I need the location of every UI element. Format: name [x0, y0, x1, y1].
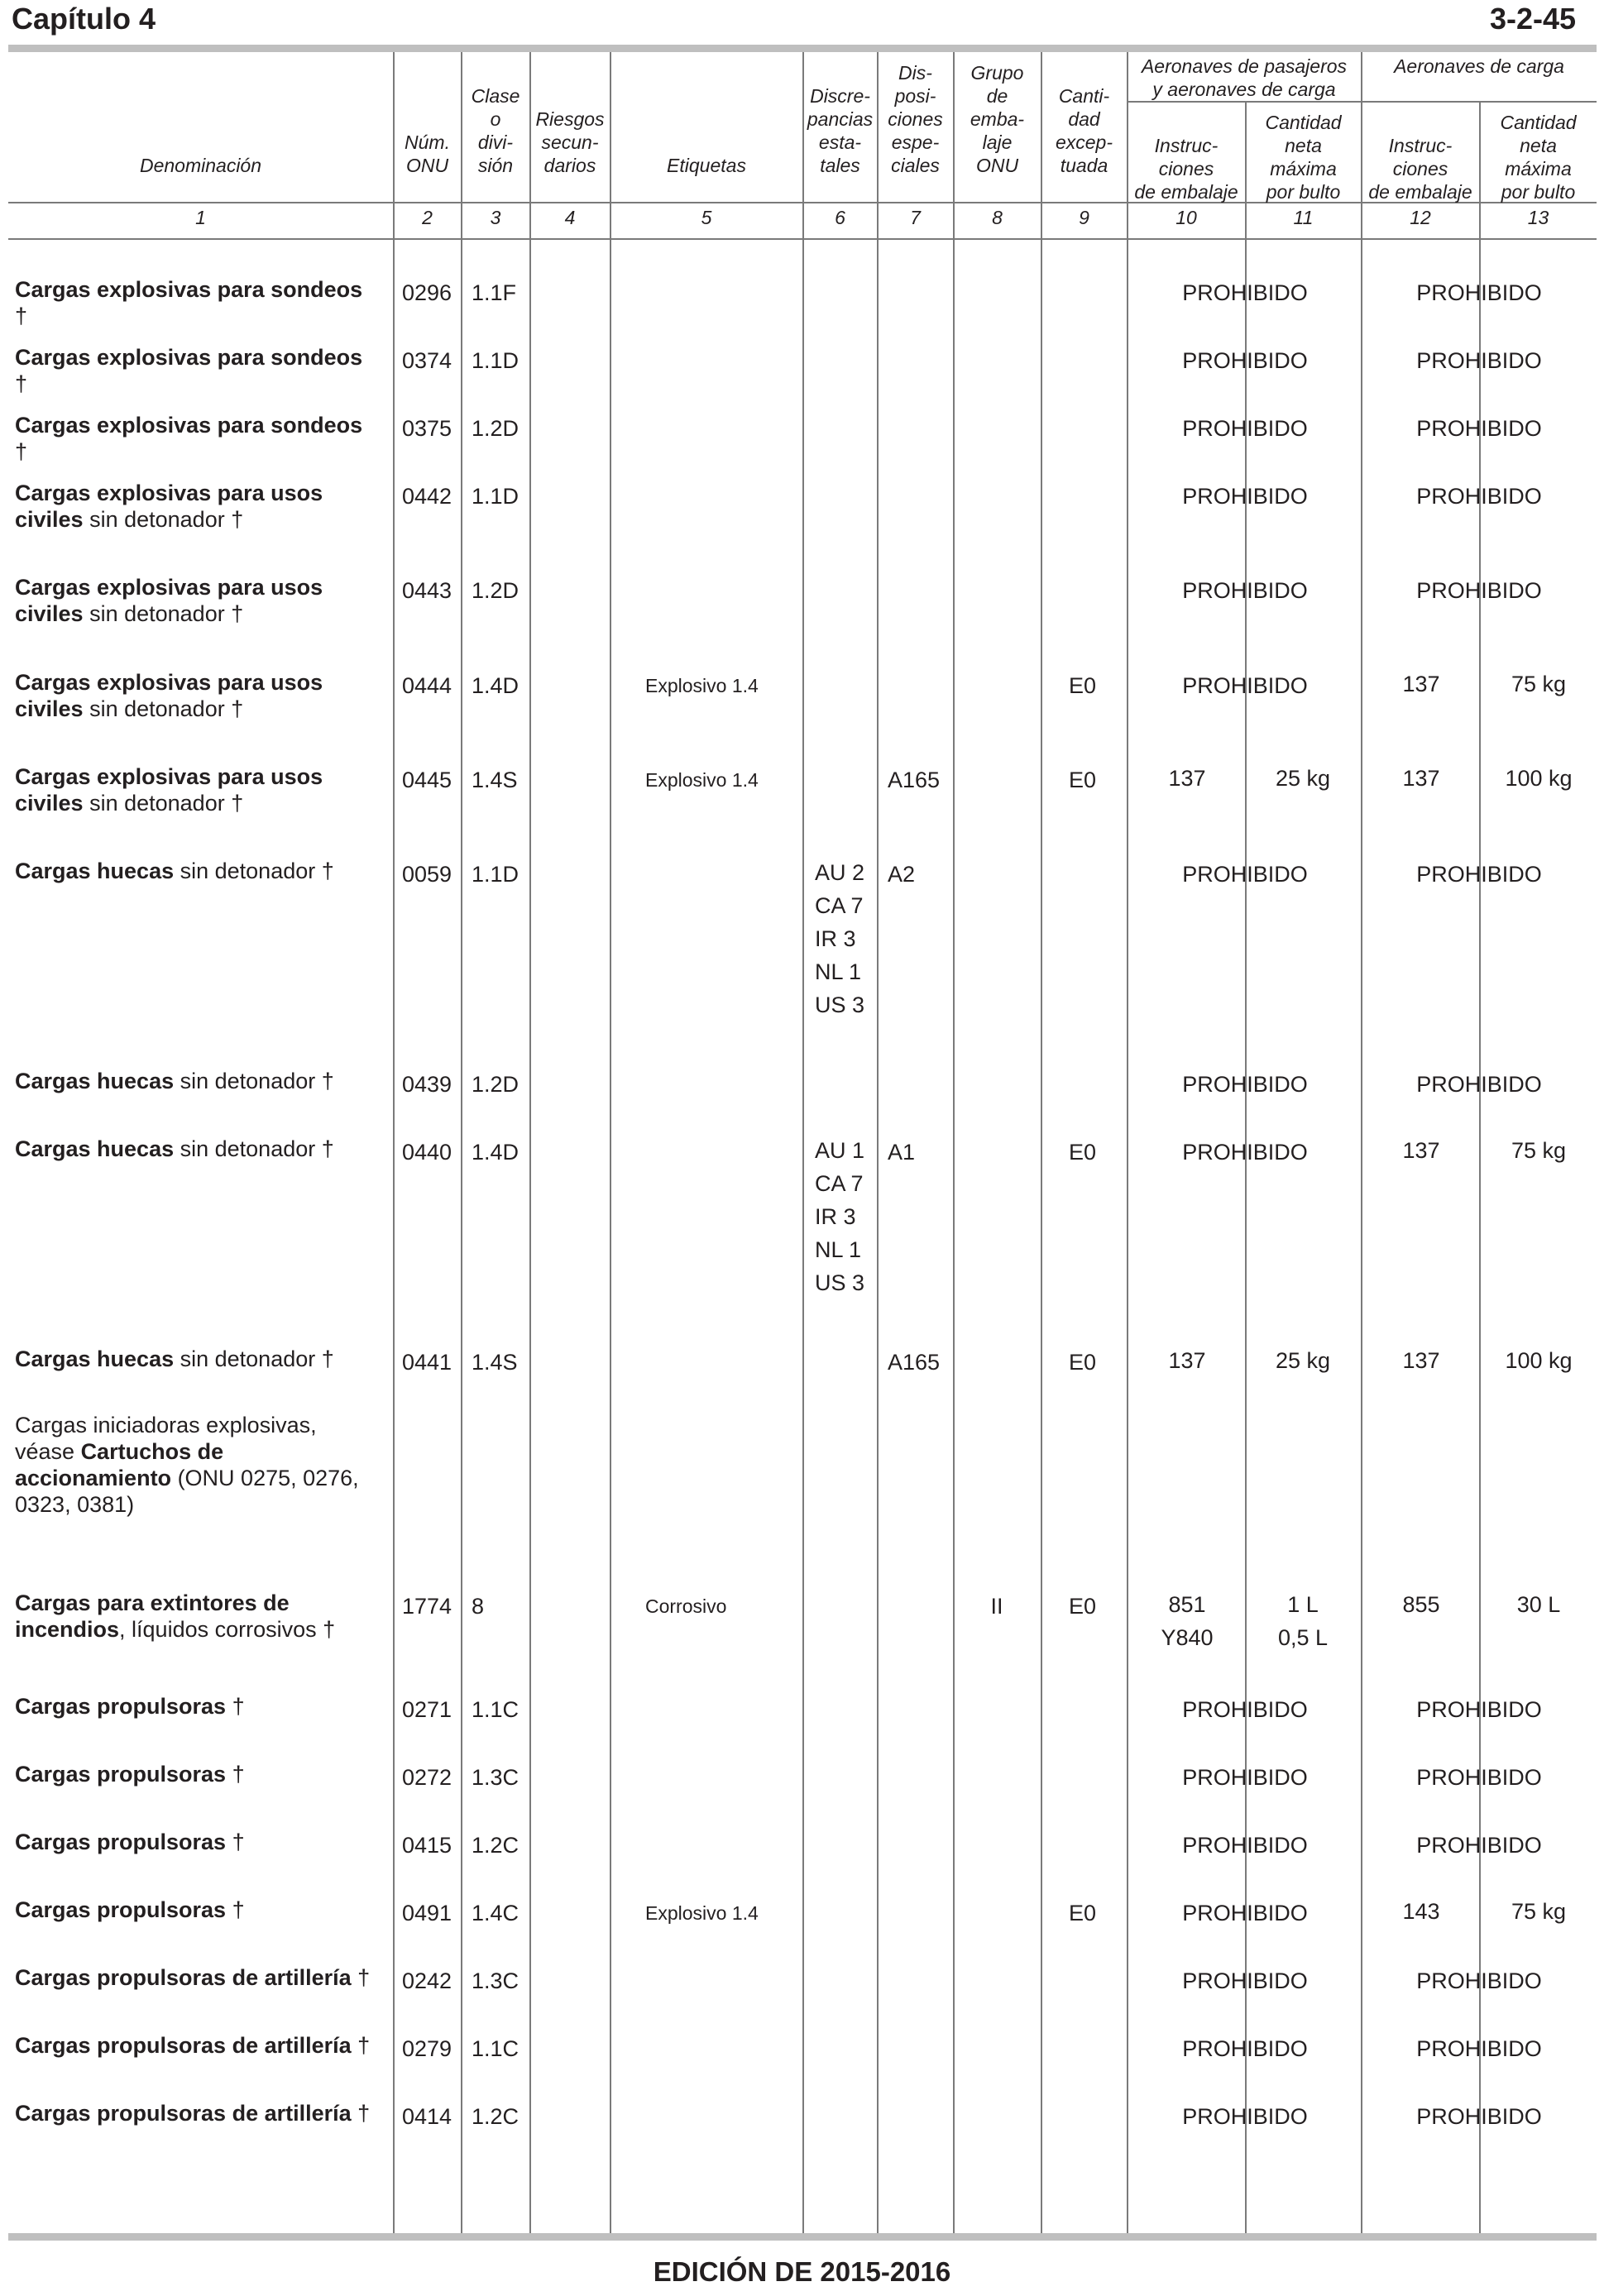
denomination-bold: Cargas propulsoras [15, 1762, 227, 1787]
row-denomination [15, 1693, 379, 1720]
denomination-bold: Cargas huecas [15, 1069, 175, 1093]
class-division: 1.4D [472, 673, 520, 698]
grid-line [461, 52, 462, 2233]
row-denomination [15, 1964, 379, 1991]
grid-line [393, 52, 395, 2233]
pax-prohibited: PROHIBIDO [1182, 1833, 1308, 1858]
grid-line [610, 52, 611, 2233]
denomination-rest: sin detonador † [83, 601, 244, 626]
header-passenger-aircraft: Aeronaves de pasajeros y aeronaves de carga [1141, 55, 1348, 100]
cargo-prohibited: PROHIBIDO [1416, 348, 1542, 373]
column-number: 3 [490, 207, 501, 228]
un-number: 1774 [402, 1594, 452, 1619]
pax-prohibited: PROHIBIDO [1182, 1765, 1308, 1790]
denomination-bold: Cargas propulsoras de artillería [15, 1965, 352, 1990]
un-number: 0444 [402, 673, 452, 698]
denomination-dagger: † [15, 439, 28, 464]
hazard-label: Explosivo 1.4 [645, 1902, 759, 1924]
excepted-quantity: E0 [1069, 673, 1097, 698]
un-number: 0441 [402, 1350, 452, 1375]
cargo-prohibited: PROHIBIDO [1416, 578, 1542, 603]
header-num-onu: Núm. ONU [405, 132, 450, 176]
cargo-prohibited: PROHIBIDO [1416, 484, 1542, 509]
denomination-bold: Cargas propulsoras de artillería [15, 2033, 352, 2058]
un-number: 0296 [402, 280, 452, 305]
column-number: 11 [1293, 207, 1314, 228]
excepted-quantity: E0 [1069, 768, 1097, 792]
denomination-rest: sin detonador † [174, 1069, 334, 1093]
grid-line [1127, 52, 1128, 2233]
denomination-rest: sin detonador † [174, 1347, 334, 1371]
excepted-quantity: E0 [1069, 1350, 1097, 1375]
chapter-title: Capítulo 4 [12, 2, 156, 36]
cargo-packing-instruction: 143 [1402, 1899, 1440, 1924]
class-division: 1.2D [472, 578, 520, 603]
column-number: 13 [1527, 207, 1549, 228]
un-number: 0279 [402, 2036, 452, 2061]
cargo-max-net-qty: 75 kg [1511, 1138, 1567, 1163]
cargo-max-net-qty: 75 kg [1511, 672, 1567, 696]
class-division: 1.1F [472, 280, 517, 305]
un-number: 0440 [402, 1140, 452, 1165]
denomination-rest: (ONU 0275, 0276, 0323, 0381) [15, 1466, 359, 1517]
header-clase: Clase o divi- sión [471, 85, 520, 176]
cargo-packing-instruction: 137 [1402, 766, 1440, 791]
pax-prohibited: PROHIBIDO [1182, 578, 1308, 603]
excepted-quantity: E0 [1069, 1140, 1097, 1165]
pax-prohibited: PROHIBIDO [1182, 1072, 1308, 1097]
grid-line [953, 52, 955, 2233]
un-number: 0242 [402, 1968, 452, 1993]
packing-group: II [990, 1594, 1003, 1619]
row-denomination [15, 344, 379, 397]
denomination-bold: Cargas propulsoras de artillería [15, 2101, 352, 2126]
cargo-prohibited: PROHIBIDO [1416, 1968, 1542, 1993]
row-denomination [15, 2032, 379, 2059]
denomination-prefix: Cargas iniciadoras explosivas, véase [15, 1413, 317, 1464]
column-number: 2 [422, 207, 433, 228]
grid-line [1127, 101, 1597, 103]
pax-prohibited: PROHIBIDO [1182, 1697, 1308, 1722]
un-number: 0271 [402, 1697, 452, 1722]
class-division: 1.1C [472, 1697, 520, 1722]
grid-line [877, 52, 879, 2233]
denomination-bold: Cargas explosivas para usos civiles [15, 670, 323, 721]
special-provisions: A2 [888, 862, 916, 887]
row-denomination [15, 412, 379, 465]
denomination-rest: † [226, 1762, 245, 1787]
header-etiquetas: Etiquetas [667, 155, 746, 176]
top-rule [8, 45, 1597, 52]
denomination-bold: Cargas huecas [15, 1347, 175, 1371]
denomination-dagger: † [15, 371, 28, 396]
un-number: 0374 [402, 348, 452, 373]
grid-line [8, 238, 1597, 240]
denomination-rest: sin detonador † [83, 696, 244, 721]
state-variations: AU 1 CA 7 IR 3 NL 1 US 3 [815, 1138, 865, 1295]
row-denomination [15, 1829, 379, 1855]
pax-packing-instruction: 137 [1168, 766, 1206, 791]
row-denomination [15, 276, 379, 329]
class-division: 1.4D [472, 1140, 520, 1165]
hazard-label: Explosivo 1.4 [645, 675, 759, 696]
denomination-bold: Cargas propulsoras [15, 1897, 227, 1922]
column-number: 5 [701, 207, 712, 228]
row-denomination [15, 1412, 379, 1518]
header-cargo-instructions: Instruc- ciones de embalaje [1368, 135, 1472, 203]
excepted-quantity: E0 [1069, 1594, 1097, 1619]
column-number: 4 [564, 207, 576, 228]
denomination-rest: † [226, 1694, 245, 1719]
header-pax-net-qty: Cantidad neta máxima por bulto [1265, 112, 1342, 203]
denomination-rest: , líquidos corrosivos † [119, 1617, 336, 1642]
class-division: 1.1D [472, 484, 520, 509]
pax-prohibited: PROHIBIDO [1182, 1968, 1308, 1993]
class-division: 1.1C [472, 2036, 520, 2061]
class-division: 1.3C [472, 1968, 520, 1993]
denomination-bold: Cargas explosivas para sondeos [15, 277, 363, 302]
cargo-packing-instruction: 137 [1402, 672, 1440, 696]
denomination-rest: † [226, 1897, 245, 1922]
cargo-max-net-qty: 100 kg [1505, 1348, 1573, 1373]
class-division: 1.4C [472, 1901, 520, 1925]
header-grupo-embalaje: Grupo de emba- laje ONU [970, 62, 1025, 176]
cargo-prohibited: PROHIBIDO [1416, 1765, 1542, 1790]
class-division: 1.1D [472, 348, 520, 373]
pax-prohibited: PROHIBIDO [1182, 2036, 1308, 2061]
denomination-bold: Cargas explosivas para sondeos [15, 345, 363, 370]
row-denomination [15, 1590, 379, 1643]
row-denomination [15, 858, 379, 884]
class-division: 1.4S [472, 1350, 518, 1375]
edition-footer: EDICIÓN DE 2015-2016 [653, 2256, 951, 2287]
cargo-prohibited: PROHIBIDO [1416, 1072, 1542, 1097]
row-denomination [15, 763, 379, 816]
grid-line [802, 52, 804, 2233]
column-number: 6 [835, 207, 845, 228]
denomination-rest: sin detonador † [83, 791, 244, 816]
state-variations: AU 2 CA 7 IR 3 NL 1 US 3 [815, 860, 865, 1017]
cargo-packing-instruction: 137 [1402, 1138, 1440, 1163]
class-division: 1.2D [472, 1072, 520, 1097]
row-denomination [15, 1136, 379, 1162]
header-discrepancias: Discre- pancias esta- tales [807, 85, 874, 176]
column-number: 12 [1410, 207, 1431, 228]
cargo-prohibited: PROHIBIDO [1416, 416, 1542, 441]
column-number: 8 [992, 207, 1003, 228]
cargo-prohibited: PROHIBIDO [1416, 862, 1542, 887]
special-provisions: A165 [888, 1350, 941, 1375]
special-provisions: A165 [888, 768, 941, 792]
denomination-bold: Cargas explosivas para usos civiles [15, 481, 323, 532]
denomination-rest: † [351, 2033, 371, 2058]
denomination-rest: sin detonador † [174, 859, 334, 883]
cargo-max-net-qty: 75 kg [1511, 1899, 1567, 1924]
pax-prohibited: PROHIBIDO [1182, 484, 1308, 509]
un-number: 0414 [402, 2104, 452, 2129]
cargo-max-net-qty: 30 L [1516, 1592, 1561, 1617]
cargo-prohibited: PROHIBIDO [1416, 1833, 1542, 1858]
row-denomination [15, 1068, 379, 1094]
un-number: 0491 [402, 1901, 452, 1925]
page-number: 3-2-45 [1489, 2, 1576, 36]
un-number: 0439 [402, 1072, 452, 1097]
header-cargo-aircraft: Aeronaves de carga [1394, 55, 1564, 77]
row-denomination [15, 2100, 379, 2126]
denomination-bold: Cargas propulsoras [15, 1694, 227, 1719]
denomination-rest: † [351, 1965, 371, 1990]
denomination-bold: Cargas explosivas para usos civiles [15, 764, 323, 816]
column-number: 1 [195, 207, 206, 228]
pax-max-net-qty: 25 kg [1275, 1348, 1331, 1373]
header-pax-instructions: Instruc- ciones de embalaje [1134, 135, 1238, 203]
row-denomination [15, 669, 379, 722]
denomination-bold: Cargas huecas [15, 859, 175, 883]
cargo-prohibited: PROHIBIDO [1416, 1697, 1542, 1722]
denomination-rest: sin detonador † [83, 507, 244, 532]
cargo-packing-instruction: 855 [1402, 1592, 1440, 1617]
hazard-label: Corrosivo [645, 1595, 727, 1617]
class-division: 1.4S [472, 768, 518, 792]
un-number: 0059 [402, 862, 452, 887]
class-division: 1.2D [472, 416, 520, 441]
excepted-quantity: E0 [1069, 1901, 1097, 1925]
row-denomination [15, 1761, 379, 1787]
class-division: 1.1D [472, 862, 520, 887]
pax-prohibited: PROHIBIDO [1182, 1140, 1308, 1165]
denomination-bold: Cargas explosivas para usos civiles [15, 575, 323, 626]
cargo-prohibited: PROHIBIDO [1416, 2104, 1542, 2129]
pax-prohibited: PROHIBIDO [1182, 1901, 1308, 1925]
row-denomination [15, 480, 379, 533]
header-cantidad-exceptuada: Canti- dad excep- tuada [1055, 85, 1113, 176]
grid-line [1041, 52, 1042, 2233]
denomination-rest: sin detonador † [174, 1136, 334, 1161]
denomination-bold: Cargas huecas [15, 1136, 175, 1161]
header-cargo-net-qty: Cantidad neta máxima por bulto [1500, 112, 1577, 203]
pax-prohibited: PROHIBIDO [1182, 280, 1308, 305]
denomination-rest: † [226, 1830, 245, 1854]
column-number: 10 [1175, 207, 1197, 228]
row-denomination [15, 1346, 379, 1372]
cargo-packing-instruction: 137 [1402, 1348, 1440, 1373]
class-division: 1.2C [472, 2104, 520, 2129]
pax-prohibited: PROHIBIDO [1182, 348, 1308, 373]
pax-prohibited: PROHIBIDO [1182, 862, 1308, 887]
header-denominacion: Denominación [139, 155, 262, 176]
un-number: 0375 [402, 416, 452, 441]
cargo-max-net-qty: 100 kg [1505, 766, 1573, 791]
grid-line [529, 52, 531, 2233]
pax-prohibited: PROHIBIDO [1182, 2104, 1308, 2129]
grid-line [1361, 52, 1362, 2233]
special-provisions: A1 [888, 1140, 916, 1165]
row-denomination [15, 574, 379, 627]
un-number: 0415 [402, 1833, 452, 1858]
denomination-bold: Cargas para extintores de incendios [15, 1590, 290, 1642]
class-division: 1.2C [472, 1833, 520, 1858]
un-number: 0272 [402, 1765, 452, 1790]
pax-prohibited: PROHIBIDO [1182, 673, 1308, 698]
header-riesgos: Riesgos secun- darios [535, 108, 605, 176]
column-number: 7 [910, 207, 921, 228]
cargo-prohibited: PROHIBIDO [1416, 280, 1542, 305]
denomination-dagger: † [15, 304, 28, 328]
denomination-bold: Cargas propulsoras [15, 1830, 227, 1854]
class-division: 8 [472, 1594, 485, 1619]
pax-max-net-qty: 1 L 0,5 L [1277, 1592, 1329, 1650]
cargo-prohibited: PROHIBIDO [1416, 2036, 1542, 2061]
bottom-rule [8, 2233, 1597, 2241]
pax-max-net-qty: 25 kg [1275, 766, 1331, 791]
column-number: 9 [1079, 207, 1089, 228]
header-disposiciones: Dis- posi- ciones espe- ciales [888, 62, 943, 176]
un-number: 0445 [402, 768, 452, 792]
denomination-bold: Cargas explosivas para sondeos [15, 413, 363, 438]
pax-packing-instruction: 851 Y840 [1161, 1592, 1214, 1650]
denomination-bold: Cartuchos de accionamiento [15, 1439, 224, 1490]
denomination-rest: † [351, 2101, 371, 2126]
class-division: 1.3C [472, 1765, 520, 1790]
hazard-label: Explosivo 1.4 [645, 769, 759, 791]
un-number: 0442 [402, 484, 452, 509]
un-number: 0443 [402, 578, 452, 603]
pax-packing-instruction: 137 [1168, 1348, 1206, 1373]
pax-prohibited: PROHIBIDO [1182, 416, 1308, 441]
row-denomination [15, 1897, 379, 1923]
